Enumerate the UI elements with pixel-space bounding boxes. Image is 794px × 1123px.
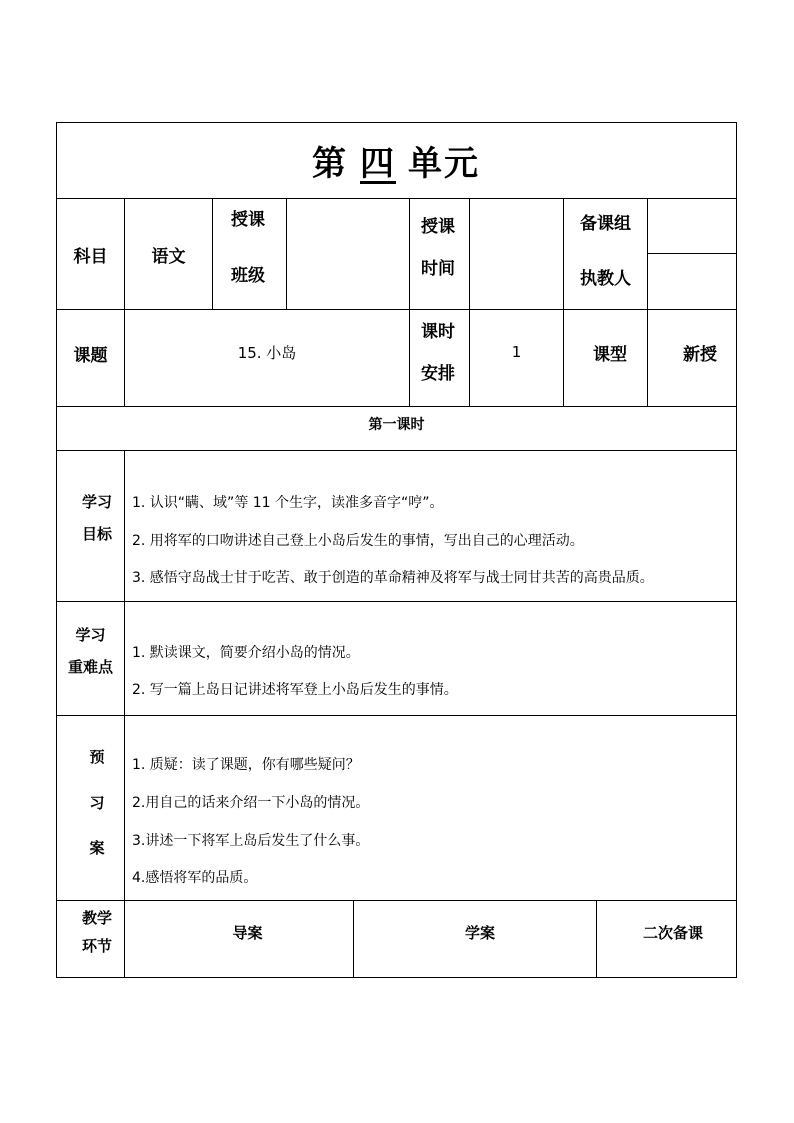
subject-label: 科目	[73, 246, 108, 267]
unit-title-number: 四	[360, 143, 396, 184]
hours-label-line2: 安排	[421, 364, 455, 384]
key-point-item-2: 2. 写一篇上岛日记讲述将军登上小岛后发生的事情。	[132, 682, 458, 698]
preview-item-4: 4.感悟将军的品质。	[132, 870, 258, 886]
type-value: 新授	[683, 344, 717, 365]
unit-title-prefix: 第	[312, 143, 348, 184]
col-study-header: 学案	[464, 923, 495, 942]
preview-item-1: 1. 质疑：读了课题，你有哪些疑问？	[132, 757, 360, 773]
time-label-line1: 授课	[421, 217, 455, 237]
objective-item-1: 1. 认识“瞒、域”等 11 个生字，读准多音字“哼”。	[132, 495, 444, 511]
teaching-label-line1: 教学	[81, 909, 112, 927]
key-points-label-line2: 重难点	[67, 658, 113, 676]
hours-value: 1	[511, 343, 522, 361]
topic-label: 课题	[73, 345, 108, 366]
col-second-prep-header: 二次备课	[642, 923, 703, 942]
hours-label-line1: 课时	[421, 322, 455, 342]
objectives-label	[57, 486, 137, 566]
objectives-label-line2: 目标	[81, 525, 112, 543]
teacher-value[interactable]	[648, 254, 736, 309]
subject-value: 语文	[151, 246, 186, 267]
key-points-label	[57, 619, 124, 683]
hours-label	[421, 311, 469, 406]
key-points-label-line1: 学习	[75, 626, 106, 644]
preview-item-3: 3.讲述一下将军上岛后发生了什么事。	[132, 833, 370, 849]
topic-value: 15. 小岛	[237, 343, 297, 362]
unit-title	[56, 122, 736, 198]
teacher-label: 执教人	[580, 268, 631, 289]
prep-group-label: 备课组	[580, 213, 631, 234]
preview-label-char-3: 案	[89, 839, 105, 857]
time-label	[421, 206, 469, 306]
time-value[interactable]	[470, 199, 563, 309]
preview-item-2: 2.用自己的话来介绍一下小岛的情况。	[132, 795, 370, 811]
table-border-bottom	[56, 977, 737, 978]
class-label-line1: 授课	[231, 210, 265, 230]
unit-title-suffix: 单元	[408, 143, 480, 184]
key-point-item-1: 1. 默读课文，简要介绍小岛的情况。	[132, 645, 360, 661]
teaching-label-line2: 环节	[81, 937, 112, 955]
row-divider	[56, 715, 737, 716]
col-divider	[212, 198, 213, 309]
row-divider	[56, 601, 737, 602]
row-divider	[56, 450, 737, 451]
session-heading: 第一课时	[368, 416, 425, 433]
table-border-right	[736, 122, 737, 978]
type-label: 课型	[593, 344, 627, 365]
prep-group-value[interactable]	[648, 199, 736, 253]
preview-label-char-1: 预	[89, 748, 105, 766]
objectives-label-line1: 学习	[81, 493, 112, 511]
col-divider	[409, 198, 410, 406]
class-value[interactable]	[287, 199, 409, 309]
objective-item-2: 2. 用将军的口吻讲述自己登上小岛后发生的事情，写出自己的心理活动。	[132, 533, 584, 549]
preview-label-char-2: 习	[89, 794, 105, 812]
time-label-line2: 时间	[421, 259, 455, 279]
class-label-line2: 班级	[231, 266, 265, 286]
col-guide-header: 导案	[232, 923, 263, 942]
objective-item-3: 3. 感悟守岛战士甘于吃苦、敢于创造的革命精神及将军与战士同甘共苦的高贵品质。	[132, 570, 654, 586]
class-label	[231, 199, 286, 309]
